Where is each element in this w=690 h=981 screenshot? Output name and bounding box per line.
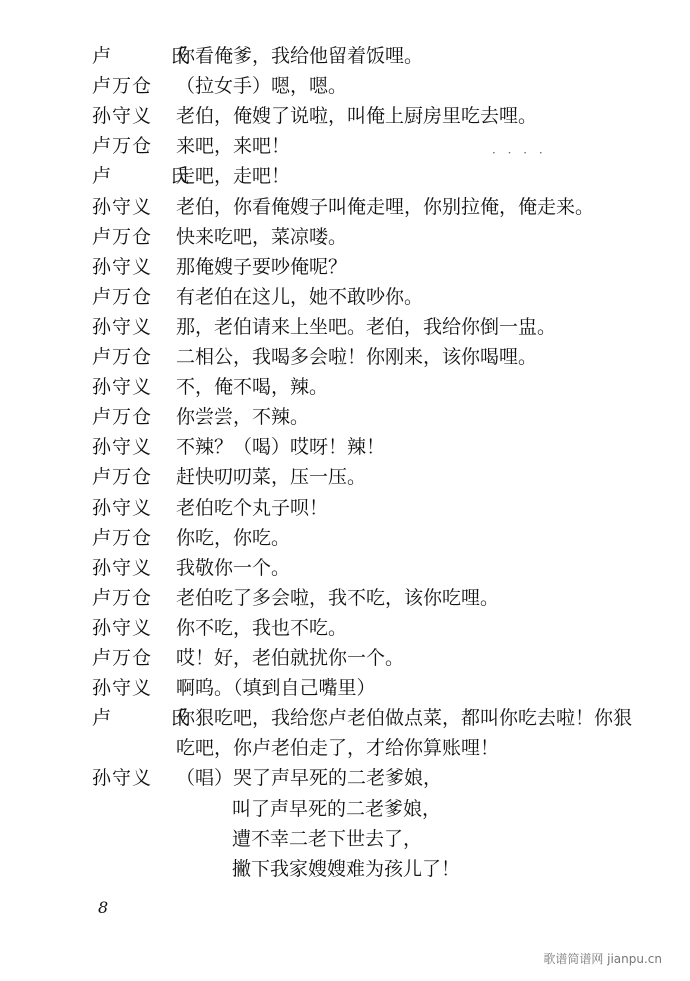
dialogue-text: 你尝尝，不辣。 [176, 406, 310, 429]
dialogue-text: 老伯吃了多会啦，我不吃，该你吃哩。 [176, 586, 500, 609]
dialogue-text: 叫了声早死的二老爹娘， [232, 797, 442, 820]
dialogue-text: 哎！好，老伯就扰你一个。 [176, 647, 405, 669]
dialogue-text: 老伯，你看俺嫂子叫俺走哩，你别拉俺，俺走来。 [176, 195, 595, 218]
page-number: 8 [98, 898, 109, 917]
speaker-name: 孙守义 [92, 376, 153, 399]
dialogue-line [0, 614, 690, 642]
speaker-name: 孙守义 [92, 556, 153, 579]
dialogue-line [0, 704, 690, 732]
print-smudge: · · · · [492, 146, 547, 160]
dialogue-text: 快来吃吧，菜凉喽。 [176, 225, 348, 248]
dialogue-text: 我敬你一个。 [176, 556, 291, 579]
dialogue-line [0, 162, 690, 190]
dialogue-line [0, 463, 690, 491]
speaker-name: 卢 氏 [92, 707, 210, 730]
dialogue-text: 走吧，走吧！ [176, 165, 291, 188]
speaker-name: 卢 氏 [92, 45, 210, 67]
dialogue-line [0, 403, 690, 431]
speaker-name: 卢万仓 [92, 285, 153, 308]
dialogue-line [0, 373, 690, 401]
speaker-name: 卢万仓 [92, 586, 153, 609]
speaker-name: 孙守义 [92, 255, 153, 278]
dialogue-text: 二相公，我喝多会啦！你刚来，该你喝哩。 [176, 346, 538, 368]
dialogue-line [0, 313, 690, 341]
dialogue-text: 你看俺爹，我给他留着饭哩。 [176, 45, 424, 67]
dialogue-text: 那，老伯请来上坐吧。老伯，我给你倒一盅。 [176, 315, 557, 338]
site-watermark: 歌谱简谱网 jianpu.cn [543, 952, 662, 966]
speaker-name: 孙守义 [92, 436, 153, 459]
dialogue-line [0, 795, 690, 823]
speaker-name: 卢万仓 [92, 346, 153, 368]
speaker-name: 孙守义 [92, 616, 153, 639]
dialogue-text: 老伯吃个丸子呗！ [176, 496, 329, 519]
speaker-name: 卢 氏 [92, 165, 210, 188]
dialogue-text: 赶快叨叨菜，压一压。 [176, 466, 367, 489]
speaker-name: 孙守义 [92, 767, 153, 790]
dialogue-text: 你不吃，我也不吃。 [176, 616, 348, 639]
dialogue-line [0, 855, 690, 883]
speaker-name: 卢万仓 [92, 135, 153, 158]
dialogue-line [0, 223, 690, 251]
dialogue-line [0, 524, 690, 552]
speaker-name: 卢万仓 [92, 75, 153, 98]
speaker-name: 孙守义 [92, 677, 153, 700]
dialogue-line [0, 72, 690, 100]
dialogue-line [0, 644, 690, 672]
dialogue-line [0, 102, 690, 130]
dialogue-line [0, 825, 690, 853]
dialogue-text: 那俺嫂子要吵俺呢？ [176, 255, 348, 278]
dialogue-text: 不辣？（喝）哎呀！辣！ [176, 436, 386, 459]
dialogue-text: 来吧，来吧！ [176, 135, 291, 158]
dialogue-text: 你吃，你吃。 [176, 526, 291, 549]
dialogue-text: 老伯，俺嫂了说啦，叫俺上厨房里吃去哩。 [176, 105, 538, 128]
dialogue-line [0, 674, 690, 702]
speaker-name: 孙守义 [92, 195, 153, 218]
dialogue-line [0, 554, 690, 582]
dialogue-line [0, 584, 690, 612]
dialogue-text: 撇下我家嫂嫂难为孩儿了！ [232, 857, 461, 880]
dialogue-text: 有老伯在这儿，她不敢吵你。 [176, 285, 424, 308]
speaker-name: 孙守义 [92, 315, 153, 338]
speaker-name: 卢万仓 [92, 406, 153, 429]
dialogue-text: 你狠吃吧，我给您卢老伯做点菜，都叫你吃去啦！你狠 [176, 707, 633, 730]
dialogue-line [0, 734, 690, 762]
speaker-name: 卢万仓 [92, 225, 153, 248]
speaker-name: 孙守义 [92, 105, 153, 128]
speaker-name: 卢万仓 [92, 466, 153, 489]
dialogue-text: 遭不幸二老下世去了， [232, 827, 423, 850]
dialogue-text: 不，俺不喝，辣。 [176, 376, 329, 399]
speaker-name: 卢万仓 [92, 647, 153, 669]
dialogue-text: （唱）哭了声早死的二老爹娘， [176, 767, 443, 790]
dialogue-line [0, 132, 690, 160]
dialogue-line [0, 42, 690, 70]
dialogue-line [0, 494, 690, 522]
speaker-name: 卢万仓 [92, 526, 153, 549]
speaker-name: 孙守义 [92, 496, 153, 519]
dialogue-line [0, 193, 690, 221]
dialogue-line [0, 253, 690, 281]
dialogue-line [0, 433, 690, 461]
dialogue-text: 啊呜。（填到自己嘴里） [176, 677, 376, 700]
dialogue-line [0, 283, 690, 311]
dialogue-text: （拉女手）嗯，嗯。 [176, 75, 348, 98]
dialogue-line [0, 764, 690, 792]
dialogue-text: 吃吧，你卢老伯走了，才给你算账哩！ [176, 737, 500, 760]
dialogue-line [0, 343, 690, 371]
